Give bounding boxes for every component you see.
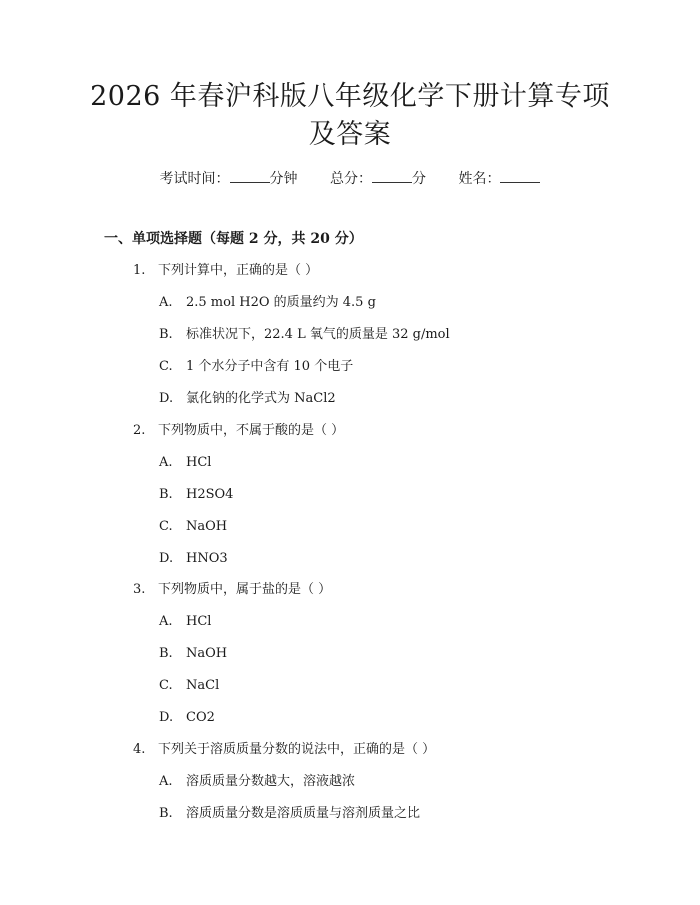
option-letter: C. [159,519,173,534]
option-letter: B. [159,487,173,502]
question-text: 下列关于溶质质量分数的说法中，正确的是（ ） [158,742,436,757]
option-letter: A. [159,774,173,789]
question-2 [133,421,344,441]
option-text: H2SO4 [186,487,234,502]
option-text: HNO3 [186,551,228,566]
document-title: 2026 年春沪科版八年级化学下册计算专项及答案 [90,81,610,150]
question-4-option-b [159,804,420,824]
option-text: 氯化钠的化学式为 NaCl2 [186,391,336,406]
option-text: NaCl [186,678,220,693]
exam-time-field [160,168,298,189]
question-2-option-c [159,517,227,537]
option-text: 1 个水分子中含有 10 个电子 [186,359,354,374]
option-letter: A. [159,295,173,310]
exam-info-line [0,168,700,189]
option-letter: B. [159,806,173,821]
option-letter: C. [159,359,173,374]
student-name-blank [500,168,540,183]
question-3-option-c [159,676,219,696]
student-name-label: 姓名： [458,171,501,187]
option-text: 2.5 mol H2O 的质量约为 4.5 g [186,295,376,310]
total-score-unit: 分 [412,171,426,187]
total-score-label: 总分： [330,171,372,187]
question-3-option-a [159,612,211,632]
question-text: 下列计算中，正确的是（ ） [158,263,319,278]
question-1-option-d [159,389,336,409]
question-1-option-b [159,325,450,345]
question-1-option-c [159,357,353,377]
option-letter: D. [159,710,174,725]
question-3-option-b [159,644,227,664]
question-3-option-d [159,708,215,728]
student-name-field [458,168,540,189]
exam-time-unit: 分钟 [269,171,298,187]
exam-time-blank [230,168,270,183]
total-score-field [330,168,426,189]
question-4 [133,740,435,760]
option-letter: D. [159,391,174,406]
question-number: 2. [133,423,146,438]
option-letter: D. [159,551,174,566]
question-number: 1. [133,263,146,278]
exam-time-label: 考试时间： [159,171,230,187]
question-text: 下列物质中，不属于酸的是（ ） [158,423,345,438]
option-text: HCl [186,614,212,629]
option-text: NaOH [186,519,228,534]
question-text: 下列物质中，属于盐的是（ ） [158,582,332,597]
option-text: 溶质质量分数是溶质质量与溶剂质量之比 [186,806,421,821]
option-text: 标准状况下，22.4 L 氧气的质量是 32 g/mol [186,327,450,342]
question-2-option-d [159,549,228,569]
total-score-blank [372,168,412,183]
option-letter: C. [159,678,173,693]
section-heading: 一、单项选择题（每题 2 分，共 20 分） [104,231,363,247]
option-text: HCl [186,455,212,470]
option-letter: A. [159,455,173,470]
question-1-option-a [159,293,376,313]
option-text: NaOH [186,646,228,661]
option-letter: B. [159,327,173,342]
question-4-option-a [159,772,355,792]
question-2-option-a [159,453,211,473]
question-1 [133,261,318,281]
question-2-option-b [159,485,233,505]
question-number: 4. [133,742,146,757]
question-number: 3. [133,582,146,597]
option-text: 溶质质量分数越大，溶液越浓 [186,774,356,789]
question-3 [133,580,331,600]
option-text: CO2 [186,710,215,725]
option-letter: A. [159,614,173,629]
option-letter: B. [159,646,173,661]
